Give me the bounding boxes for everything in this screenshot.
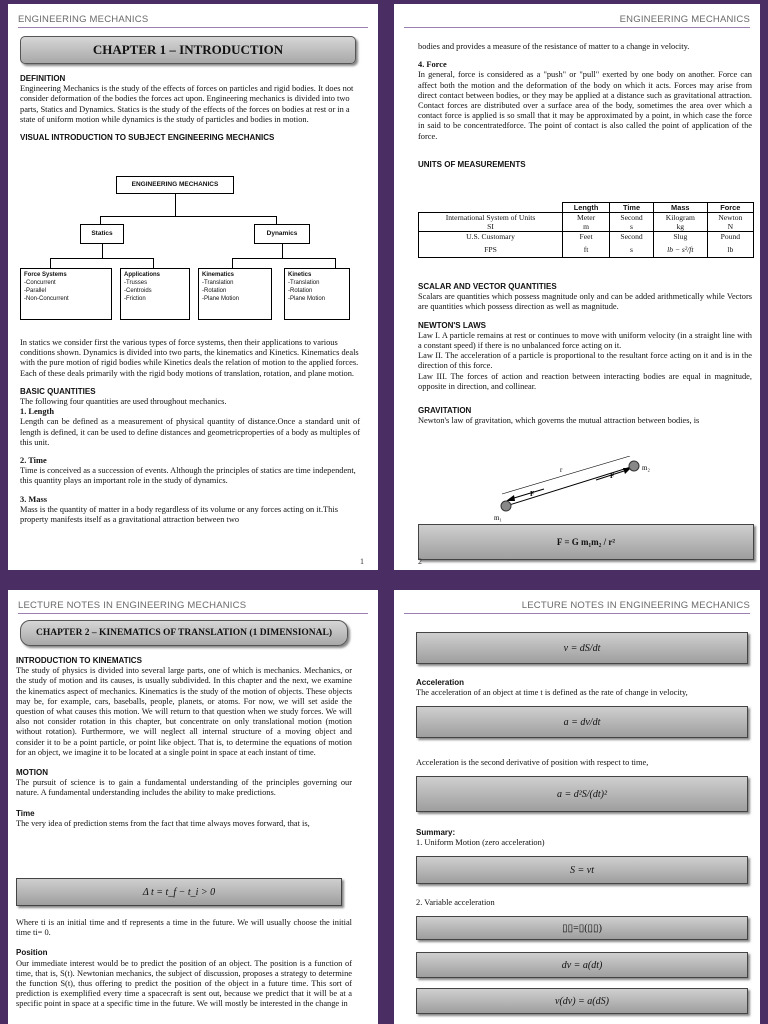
dv-equation: dv = a(dt)	[561, 959, 603, 971]
section-heading: INTRODUCTION TO KINEMATICS	[16, 656, 142, 665]
body-text	[16, 918, 352, 1010]
running-header: LECTURE NOTES IN ENGINEERING MECHANICS	[404, 600, 750, 614]
paragraph: Acceleration is the second derivative of position with respect to time,	[416, 758, 649, 767]
section-heading: Position	[16, 948, 48, 958]
chapter-title: CHAPTER 1 – INTRODUCTION	[20, 36, 356, 64]
running-header: LECTURE NOTES IN ENGINEERING MECHANICS	[18, 600, 368, 614]
page-2	[394, 4, 760, 570]
gravitation-diagram	[484, 456, 704, 526]
paragraph: Length can be defined as a measurement of physical quantity of distance.Once a standard unit of length is defined, it can be used to define distances and geometricproperties of a body as multiples of this unit.	[20, 417, 360, 447]
paragraph: The pursuit of science is to gain a fundamental understanding of the principles governing our nature. A fundamental understanding includes the ability to make predictions.	[16, 778, 352, 798]
gravitation-formula-box	[418, 524, 754, 560]
paragraph: Newton's law of gravitation, which governs the mutual attraction between bodies, is	[418, 416, 700, 426]
table-header-row: Length Time Mass Force	[419, 203, 754, 213]
diagram-leaf-applications: Applications -Trusses -Centroids -Friction	[120, 268, 190, 320]
summary-section	[416, 898, 750, 908]
body-text	[16, 656, 352, 829]
newton-law-3: Law III. The forces of action and reaction between interacting bodies are equal in magnitude, opposite in direction, and collinear.	[418, 371, 752, 391]
velocity-equation: v = dS/dt	[563, 642, 601, 654]
vdv-equation-box	[416, 988, 748, 1014]
velocity-equation-box	[416, 632, 748, 664]
label-f2: F	[610, 472, 615, 480]
section-heading: Acceleration	[416, 678, 465, 687]
acceleration-equation: a = dv/dt	[563, 716, 601, 728]
paragraph: In general, force is considered as a "push" or "pull" exerted by one body on another. Force can affect both the motion and the deformation of the body on which it acts. Forces may arise from direct contact between bodies, or they may be applied at a distance such as gravitational attraction. Contact forces are distributed over a surface area of the body, sometimes the area over which a contact force is applied is so small that it may be approximated by a point, in which case the force in said to be concentratedforce. The point of contact is also called the point of application of the force.	[418, 70, 752, 141]
subheading: 4. Force	[418, 60, 447, 70]
diagram-leaf-force-systems: Force Systems -Concurrent -Parallel -Non-Concurrent	[20, 268, 112, 320]
page-number: 1	[360, 557, 364, 566]
label-m2: m₂	[642, 464, 650, 472]
body-text	[416, 758, 750, 768]
uniform-motion-equation: S = vt	[570, 864, 594, 876]
diagram-root-node: ENGINEERING MECHANICS	[116, 176, 234, 194]
diagram-statics-node: Statics	[80, 224, 124, 244]
time-equation: Δ t = t_f − t_i > 0	[142, 886, 216, 898]
body-text	[418, 42, 752, 170]
paragraph: Where ti is an initial time and tf represents a time in the future. We will usually choose the initial time ti= 0.	[16, 918, 352, 938]
variable-acceleration-equation-box	[416, 916, 748, 940]
paragraph: Our immediate interest would be to predict the position of an object. The position is a function of time, that is, S(t). Newtonian mechanics, the subject of discussion, proposes a strategy to determine the function S(t), thus offering to predict the position of the object in a future time. This sort of prediction is exemplified every time a spacecraft is sent out, because we predict that it will be at a specific point in space at a specific time in the future. We will mostly be interested in the change in	[16, 958, 352, 1009]
diagram-dynamics-node: Dynamics	[254, 224, 310, 244]
page-3	[8, 590, 378, 1024]
paragraph: Engineering Mechanics is the study of the effects of forces on particles and rigid bodies. It does not consider deformation of the bodies the forces act upon. Engineering mechanics is divided into two parts, Statics and Dynamics. Statics is the study of the effects of the forces on bodies at rest or in a state of uniform motion while dynamics is the study of particles and bodies in motion.	[20, 84, 354, 124]
newton-law-2: Law II. The acceleration of a particle is proportional to the resultant force acting on it and is in the direction of this force.	[418, 351, 752, 371]
uniform-motion-equation-box	[416, 856, 748, 884]
subheading: 1. Length	[20, 407, 54, 417]
units-table	[418, 202, 754, 258]
paragraph: Mass is the quantity of matter in a body regardless of its volume or any forces acting on it.This property manifests itself as a gravitational attraction between two	[20, 504, 338, 525]
table-row: FPS ft s lb − s²/ft lb	[419, 241, 754, 258]
subheading: 2. Time	[20, 456, 47, 466]
paragraph: The study of physics is divided into several large parts, one of which is mechanics. Mechanics, or the study of motion and its causes, is usually subdivided. In this chapter and the next, we examine the kinematics aspect of mechanics. Kinematics is the study of the motion of objects. These objects may be, for example, cars, baseballs, people, planets, or atoms. For now, we will set aside the question of what causes this motion. We will return to that question when we study forces. We will also not consider rotation in this chapter, but concentrate on only translational motion (motion without rotation). Furthermore, we will neglect all internal structure of a moving object and consider it to be a point particle, or point like object. That is, to determine the equations of motion for an object, we imagine it to be located at a single point in space at each instant of time.	[16, 666, 352, 757]
page-4	[394, 590, 760, 1024]
time-equation-box	[16, 878, 342, 906]
body-text	[416, 678, 750, 698]
table-row: International System of Units Meter Second Kilogram Newton	[419, 213, 754, 223]
summary-section	[416, 828, 750, 848]
table-row: SI m s kg N	[419, 222, 754, 232]
section-heading: Time	[16, 808, 35, 818]
body-text	[418, 282, 752, 426]
vdv-equation: v(dv) = a(dS)	[555, 995, 609, 1007]
section-heading: UNITS OF MEASUREMENTS	[418, 159, 526, 169]
section-heading: VISUAL INTRODUCTION TO SUBJECT ENGINEERING MECHANICS	[20, 133, 275, 143]
second-derivative-equation-box	[416, 776, 748, 812]
acceleration-equation-box	[416, 706, 748, 738]
label-r: r	[560, 466, 563, 474]
label-m1: m₁	[494, 514, 502, 522]
second-derivative-equation: a = d²S/(dt)²	[557, 788, 607, 800]
paragraph: Time is conceived as a succession of events. Although the principles of statics are time independent, this quantity plays an important role in the study of dynamics.	[20, 466, 356, 486]
section-heading: GRAVITATION	[418, 406, 472, 416]
summary-item: 1. Uniform Motion (zero acceleration)	[416, 838, 545, 848]
paragraph: In statics we consider first the various types of force systems, then their applications to various conditions shown. Dynamics is divided into two parts, the kinematics and Kinetics. Kinematics deals with the pure motion of rigid bodies while Kinetics deals the relation of motion to the applied forces. Each of these deals primarily with the rigid body motions of translation, rotation, and plane motion.	[20, 338, 359, 378]
paragraph: The acceleration of an object at time t is defined as the rate of change in velocity,	[416, 688, 688, 698]
diagram-leaf-kinematics: Kinematics -Translation -Rotation -Plane Motion	[198, 268, 272, 320]
table-row: U.S. Customary Feet Second Slug Pound	[419, 232, 754, 242]
running-header: ENGINEERING MECHANICS	[404, 14, 750, 28]
section-heading: BASIC QUANTITIES	[20, 386, 96, 396]
paragraph: Scalars are quantities which possess magnitude only and can be added arithmetically while Vectors are quantities which possess direction as well as magnitude.	[418, 292, 752, 312]
paragraph: The very idea of prediction stems from the fact that time always moves forward, that is,	[16, 818, 310, 828]
section-heading: DEFINITION	[20, 74, 66, 83]
running-header: ENGINEERING MECHANICS	[18, 14, 368, 28]
dv-equation-box	[416, 952, 748, 978]
body-text	[20, 338, 360, 525]
definition-section	[20, 74, 360, 143]
section-heading: Summary:	[416, 828, 456, 837]
paragraph: bodies and provides a measure of the resistance of matter to a change in velocity.	[418, 42, 690, 51]
section-heading: SCALAR AND VECTOR QUANTITIES	[418, 282, 557, 291]
chapter-title: CHAPTER 2 – KINEMATICS OF TRANSLATION (1 DIMENSIONAL)	[20, 620, 348, 646]
summary-item: 2. Variable acceleration	[416, 898, 495, 907]
variable-acceleration-equation: ▯▯=▯(▯▯)	[562, 922, 602, 934]
page-number: 2	[418, 557, 422, 566]
section-heading: NEWTON'S LAWS	[418, 320, 486, 330]
label-f1: F	[530, 490, 535, 498]
subheading: 3. Mass	[20, 494, 47, 504]
diagram-leaf-kinetics: Kinetics -Translation -Rotation -Plane Motion	[284, 268, 350, 320]
page-1	[8, 4, 378, 570]
newton-law-1: Law I. A particle remains at rest or continues to move with uniform velocity (in a straight line with a constant speed) if there is no unbalanced force acting on it.	[418, 330, 752, 351]
section-heading: MOTION	[16, 768, 48, 778]
gravitation-formula: F = G m₁m₂ / r²	[556, 537, 616, 547]
paragraph: The following four quantities are used throughout mechanics.	[20, 397, 227, 407]
